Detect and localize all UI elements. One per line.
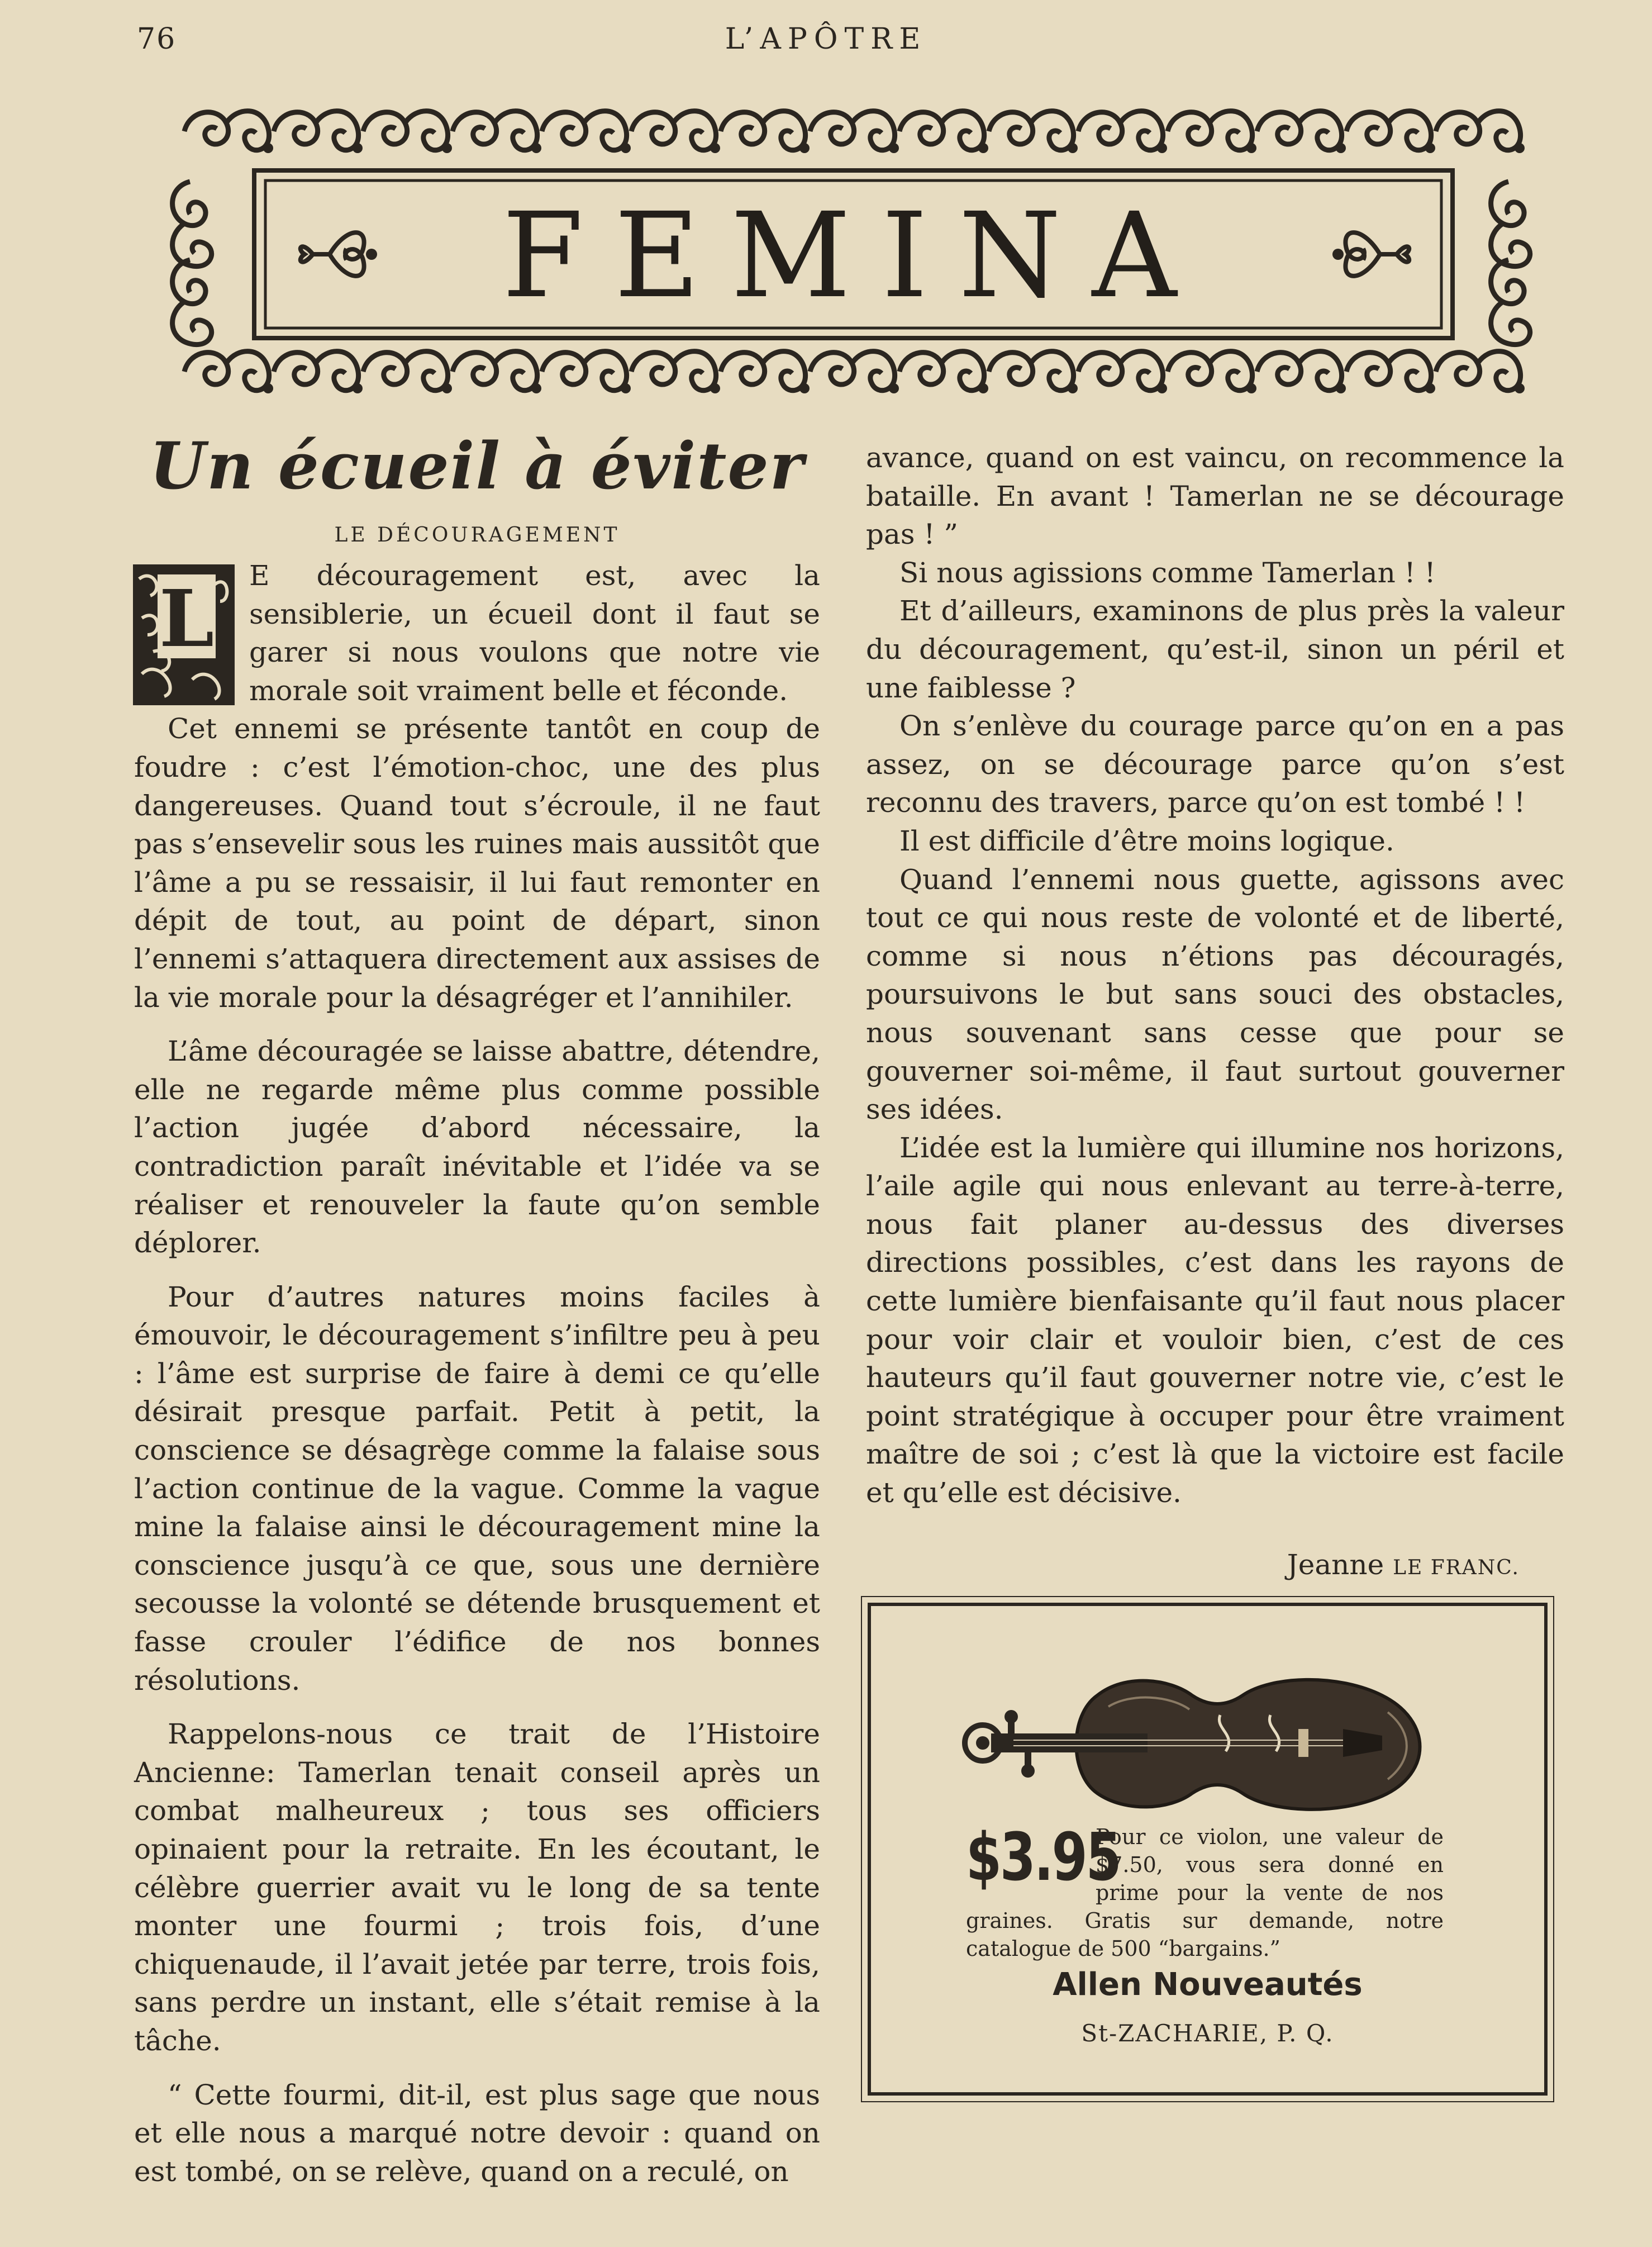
banner-title: FEMINA — [502, 187, 1208, 324]
paragraph: L’âme découragée se laisse abattre, détendre, elle ne regarde même plus comme possible l’action jugée d’abord nécessaire, la contradiction paraît inévitable et l’idée va se réaliser et renouveler la faute qu’on semble déplorer. — [134, 1035, 820, 1260]
ad-offer — [966, 1823, 1444, 1963]
dropcap — [131, 562, 237, 707]
violin-icon — [958, 1662, 1438, 1824]
femina-banner — [162, 98, 1548, 411]
page-number: 76 — [137, 22, 177, 56]
paragraph: Et d’ailleurs, examinons de plus près la valeur du découragement, qu’est-il, sinon un péril et une faiblesse ? — [866, 595, 1564, 704]
ad-price: $3.95 — [966, 1818, 1120, 1896]
paragraph: “ Cette fourmi, dit-il, est plus sage que nous et elle nous a marqué notre devoir : quand on est tombé, on se relève, quand on a reculé, on — [134, 2078, 820, 2188]
first-paragraph: E découragement est, avec la sensiblerie, un écueil dont il faut se garer si nous voulons que notre vie morale soit vraiment belle et féconde. — [249, 559, 820, 707]
ad-address: St-ZACHARIE, P. Q. — [1081, 2020, 1334, 2047]
foliage-ornament-icon — [131, 562, 237, 707]
left-column — [134, 425, 820, 2191]
paragraph: Quand l’ennemi nous guette, agissons avec tout ce qui nous reste de volonté et de liberté, comme si nous n’étions pas découragés, poursuivons le but sans souci des obstacles, nous souvenant sans cesse que pour se gouverner soi-même, il faut surtout gouverner ses idées. — [866, 863, 1564, 1126]
article-subtitle: LE DÉCOURAGEMENT — [334, 524, 620, 547]
article-signature — [866, 1546, 1564, 1588]
paragraph: L’idée est la lumière qui illumine nos horizons, l’aile agile qui nous enlevant au terre-à-terre, nous fait planer au-dessus des diverses directions possibles, c’est dans les rayons de cette lumière bienfaisante qu’il faut nous placer pour voir clair et vouloir bien, c’est de ces hauteurs qu’il faut gouverner notre vie, c’est le point stratégique à occuper pour être vraiment maître de soi ; c’est là que la victoire est facile et qu’elle est décisive. — [866, 1131, 1564, 1509]
right-column — [866, 439, 1564, 1587]
ad-offer-text: Pour ce violon, une valeur de $7.50, vous sera donné en prime pour la vente de nos graines. Gratis sur demande, notre catalogue de 500 “bargains.” — [966, 1825, 1444, 1961]
paragraph: Pour d’autres natures moins faciles à émouvoir, le découragement s’infiltre peu à peu : l’âme est surprise de faire à demi ce qu’elle désirait presque parfait. Petit à petit, la conscience se désagrège comme la falaise sous l’action continue de la vague. Comme la vague mine la falaise ainsi le découragement mine la conscience jusqu’à ce que, sous une dernière secousse la volonté se détende brusquement et fasse crouler l’édifice de nos bonnes résolutions. — [134, 1280, 820, 1697]
paragraph: Il est difficile d’être moins logique. — [899, 824, 1394, 857]
price-spacer — [966, 1823, 1096, 1907]
paragraph: On s’enlève du courage parce qu’on en a pas assez, on se décourage parce qu’on s’est reconnu des travers, parce qu’on est tombé ! ! — [866, 710, 1564, 819]
paragraph: avance, quand on est vaincu, on recommence la bataille. En avant ! Tamerlan ne se décourage pas ! ” — [866, 441, 1564, 551]
signature-last-name: LE FRANC. — [1393, 1556, 1520, 1579]
paragraph: Si nous agissions comme Tamerlan ! ! — [899, 556, 1436, 589]
running-head — [137, 17, 1515, 61]
paragraph: Rappelons-nous ce trait de l’Histoire Ancienne: Tamerlan tenait conseil après un combat malheureux ; tous ses officiers opinaient pour la retraite. En les écoutant, le célèbre guerrier avait vu le long de sa tente monter une fourmi ; trois fois, d’une chiquenaude, il l’avait jetée par terre, trois fois, sans perdre un instant, elle s’était remise à la tâche. — [134, 1718, 820, 2057]
ad-advertiser: Allen Nouveautés — [1053, 1966, 1363, 2003]
signature-first-name: Jeanne — [1287, 1548, 1384, 1581]
dropcap-letter: L — [159, 573, 215, 665]
journal-name: L’APÔTRE — [725, 22, 927, 56]
paragraph: Cet ennemi se présente tantôt en coup de foudre : c’est l’émotion-choc, une des plus dangereuses. Quand tout s’écroule, il ne faut pas s’ensevelir sous les ruines mais aussitôt que l’âme a pu se ressaisir, il lui faut remonter en dépit de tout, au point de départ, sinon l’ennemi s’attaquera directement aux assises de la vie morale pour la désagréger et l’annihiler. — [134, 712, 820, 1014]
scroll-ornament-icon — [162, 98, 1548, 411]
violin-advertisement — [868, 1603, 1548, 2096]
article-title: Un écueil à éviter — [149, 429, 805, 504]
